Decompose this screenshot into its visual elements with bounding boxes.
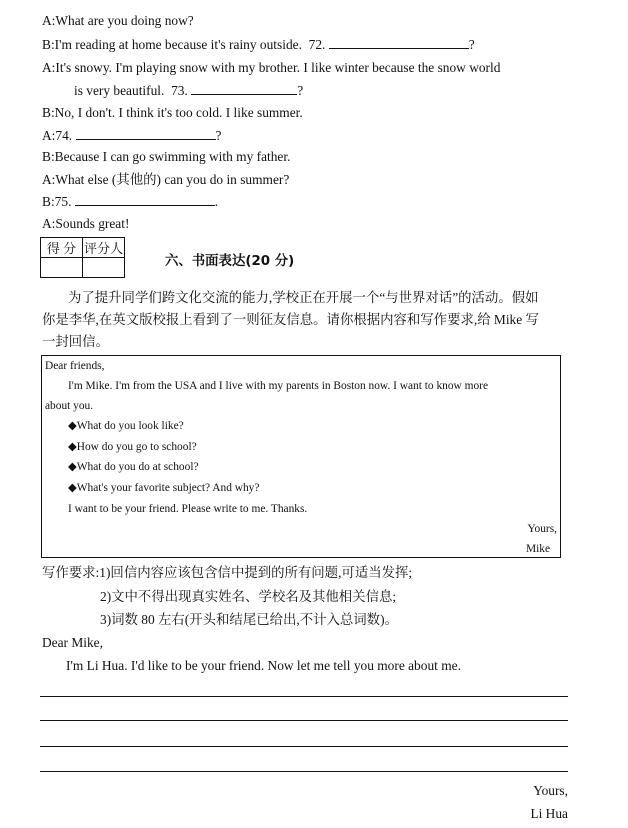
section-title: 六、书面表达(20 分) bbox=[165, 254, 295, 269]
reply-opening: I'm Li Hua. I'd like to be your friend. Now let me tell you more about me. bbox=[66, 658, 461, 673]
writing-line-4[interactable] bbox=[40, 771, 568, 772]
dialogue-line-1: A:What are you doing now? bbox=[42, 13, 194, 28]
dialogue-line-8: B:75. . bbox=[42, 194, 219, 209]
requirement-2: 2)文中不得出现真实姓名、学校名及其他相关信息; bbox=[100, 589, 397, 604]
requirement-3: 3)词数 80 左右(开头和结尾已给出,不计入总词数)。 bbox=[100, 612, 398, 627]
dialogue-line-5: A:74. ? bbox=[42, 128, 222, 143]
instruction-line-3: 一封回信。 bbox=[42, 334, 109, 349]
answer-blank-75[interactable] bbox=[75, 193, 215, 206]
dialogue-line-6: B:Because I can go swimming with my father. bbox=[42, 149, 291, 164]
reply-signature: Li Hua bbox=[530, 806, 568, 821]
instruction-paragraph bbox=[42, 287, 572, 353]
dialogue-line-2: B:I'm reading at home because it's rainy outside. 72. ? bbox=[42, 37, 475, 52]
writing-line-1[interactable] bbox=[40, 696, 568, 697]
reply-yours: Yours, bbox=[533, 783, 568, 798]
instruction-line-2: 你是李华,在英文版校报上看到了一则征友信息。请你根据内容和写作要求,给 Mike 写 bbox=[42, 312, 539, 327]
dialogue-line-4: B:No, I don't. I think it's too cold. I like summer. bbox=[42, 105, 303, 120]
grader-cell[interactable] bbox=[83, 258, 125, 278]
score-header: 得 分 bbox=[41, 238, 83, 258]
score-cell[interactable] bbox=[41, 258, 83, 278]
letter-closing-line: I want to be your friend. Please write to me. Thanks. bbox=[68, 503, 308, 515]
answer-blank-72[interactable] bbox=[329, 36, 469, 49]
requirement-1: 写作要求:1)回信内容应该包含信中提到的所有问题,可适当发挥; bbox=[42, 565, 413, 580]
dialogue-line-3: A:It's snowy. I'm playing snow with my brother. I like winter because the snow world bbox=[42, 60, 501, 75]
dialogue-line-7: A:What else (其他的) can you do in summer? bbox=[42, 172, 290, 187]
letter-box bbox=[41, 355, 561, 558]
writing-line-3[interactable] bbox=[40, 746, 568, 747]
letter-question-4: ◆What's your favorite subject? And why? bbox=[68, 482, 260, 494]
grader-header: 评分人 bbox=[83, 238, 125, 258]
letter-intro-cont: about you. bbox=[45, 400, 94, 412]
letter-question-2: ◆How do you go to school? bbox=[68, 441, 197, 453]
reply-greeting: Dear Mike, bbox=[42, 635, 103, 650]
letter-signature: Mike bbox=[525, 543, 550, 555]
dialogue-line-9: A:Sounds great! bbox=[42, 216, 130, 231]
score-box bbox=[40, 237, 125, 278]
letter-question-3: ◆What do you do at school? bbox=[68, 461, 199, 473]
letter-yours: Yours, bbox=[527, 523, 557, 535]
letter-intro: I'm Mike. I'm from the USA and I live with my parents in Boston now. I want to know more bbox=[68, 380, 489, 392]
dialogue-line-3-cont: is very beautiful. 73. ? bbox=[74, 83, 304, 98]
answer-blank-73[interactable] bbox=[191, 82, 297, 95]
writing-line-2[interactable] bbox=[40, 720, 568, 721]
letter-greeting: Dear friends, bbox=[45, 360, 105, 372]
answer-blank-74[interactable] bbox=[76, 127, 216, 140]
instruction-line-1: 为了提升同学们跨文化交流的能力,学校正在开展一个“与世界对话”的活动。假如 bbox=[68, 290, 539, 305]
letter-question-1: ◆What do you look like? bbox=[68, 420, 184, 432]
